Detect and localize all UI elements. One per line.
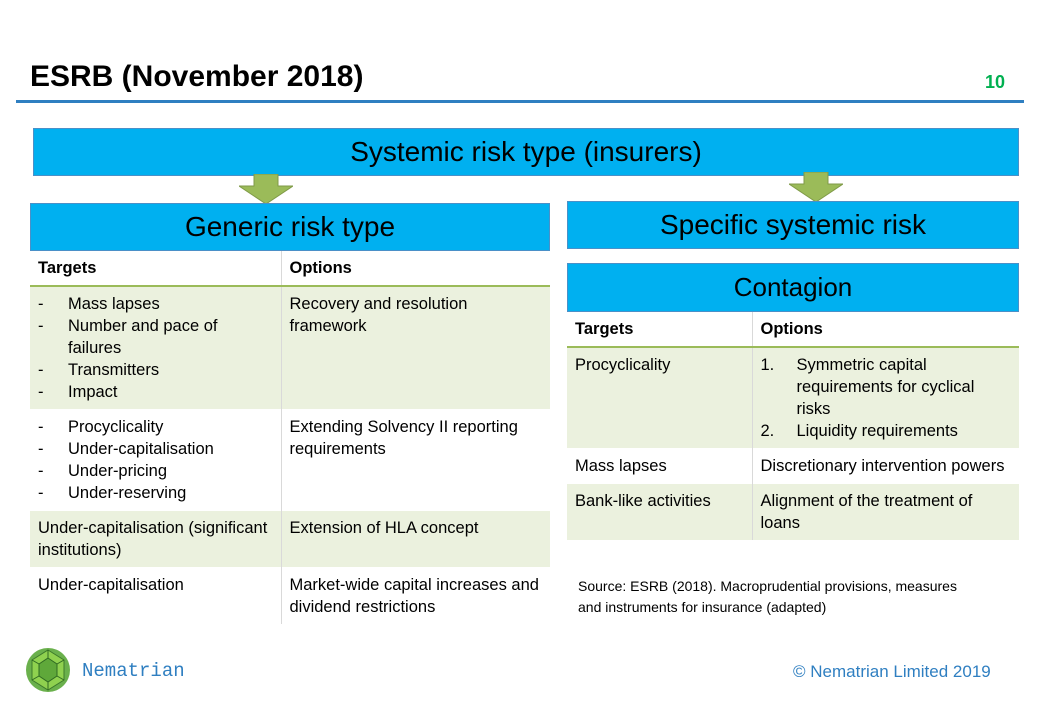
title-divider: [16, 100, 1024, 103]
table-row: [30, 511, 550, 568]
slide-number: 10: [985, 72, 1006, 92]
options-cell: Market-wide capital increases and dividend restrictions: [281, 568, 550, 625]
brand-name: Nematrian: [82, 660, 185, 682]
contagion-table: [567, 312, 1019, 540]
slide-title: ESRB (November 2018): [30, 60, 364, 93]
down-arrow-icon: [789, 172, 843, 202]
targets-cell: [30, 410, 281, 511]
targets-cell: Under-capitalisation: [30, 568, 281, 625]
list-item: - Under-capitalisation: [38, 438, 273, 460]
table-header-row: [30, 251, 550, 286]
targets-cell: Procyclicality: [567, 347, 752, 449]
list-text: Symmetric capital requirements for cyclical risks: [796, 356, 975, 418]
list-item: [761, 420, 1012, 442]
options-list: [761, 354, 1012, 442]
list-item: - Number and pace of failures: [38, 315, 273, 359]
header-targets: Targets: [567, 312, 752, 347]
targets-cell: [30, 286, 281, 410]
options-cell: Discretionary intervention powers: [752, 449, 1019, 484]
specific-risk-banner: Specific systemic risk: [567, 201, 1019, 249]
options-cell: Recovery and resolution framework: [281, 286, 550, 410]
copyright-notice: © Nematrian Limited 2019: [793, 662, 991, 681]
list-text: Liquidity requirements: [796, 422, 958, 440]
source-note: Source: ESRB (2018). Macroprudential provisions, measures and instruments for insurance (adapted): [578, 578, 957, 615]
list-item: - Under-pricing: [38, 460, 273, 482]
table-header-row: [567, 312, 1019, 347]
options-cell: Alignment of the treatment of loans: [752, 484, 1019, 541]
list-item: - Under-reserving: [38, 482, 273, 504]
list-number: 2.: [760, 422, 775, 440]
header-options: Options: [281, 251, 550, 286]
nematrian-logo-icon: [24, 646, 72, 694]
targets-cell: Under-capitalisation (significant institutions): [30, 511, 281, 568]
options-cell: Extending Solvency II reporting requirements: [281, 410, 550, 511]
table-row: [567, 347, 1019, 449]
targets-cell: Mass lapses: [567, 449, 752, 484]
table-row: [30, 568, 550, 625]
options-cell: [752, 347, 1019, 449]
generic-risk-table: [30, 251, 550, 624]
header-targets: Targets: [30, 251, 281, 286]
table-row: [30, 286, 550, 410]
table-row: [567, 449, 1019, 484]
list-item: - Impact: [38, 381, 273, 403]
list-item: - Procyclicality: [38, 416, 273, 438]
contagion-banner: Contagion: [567, 263, 1019, 312]
generic-risk-banner: Generic risk type: [30, 203, 550, 251]
targets-list: [38, 416, 273, 504]
list-item: [761, 354, 1012, 420]
table-row: [30, 410, 550, 511]
targets-cell: Bank-like activities: [567, 484, 752, 541]
targets-list: [38, 293, 273, 403]
list-item: - Mass lapses: [38, 293, 273, 315]
systemic-risk-banner: Systemic risk type (insurers): [33, 128, 1019, 176]
down-arrow-icon: [239, 174, 293, 204]
list-item: - Transmitters: [38, 359, 273, 381]
header-options: Options: [752, 312, 1019, 347]
options-cell: Extension of HLA concept: [281, 511, 550, 568]
table-row: [567, 484, 1019, 541]
list-number: 1.: [760, 356, 775, 374]
